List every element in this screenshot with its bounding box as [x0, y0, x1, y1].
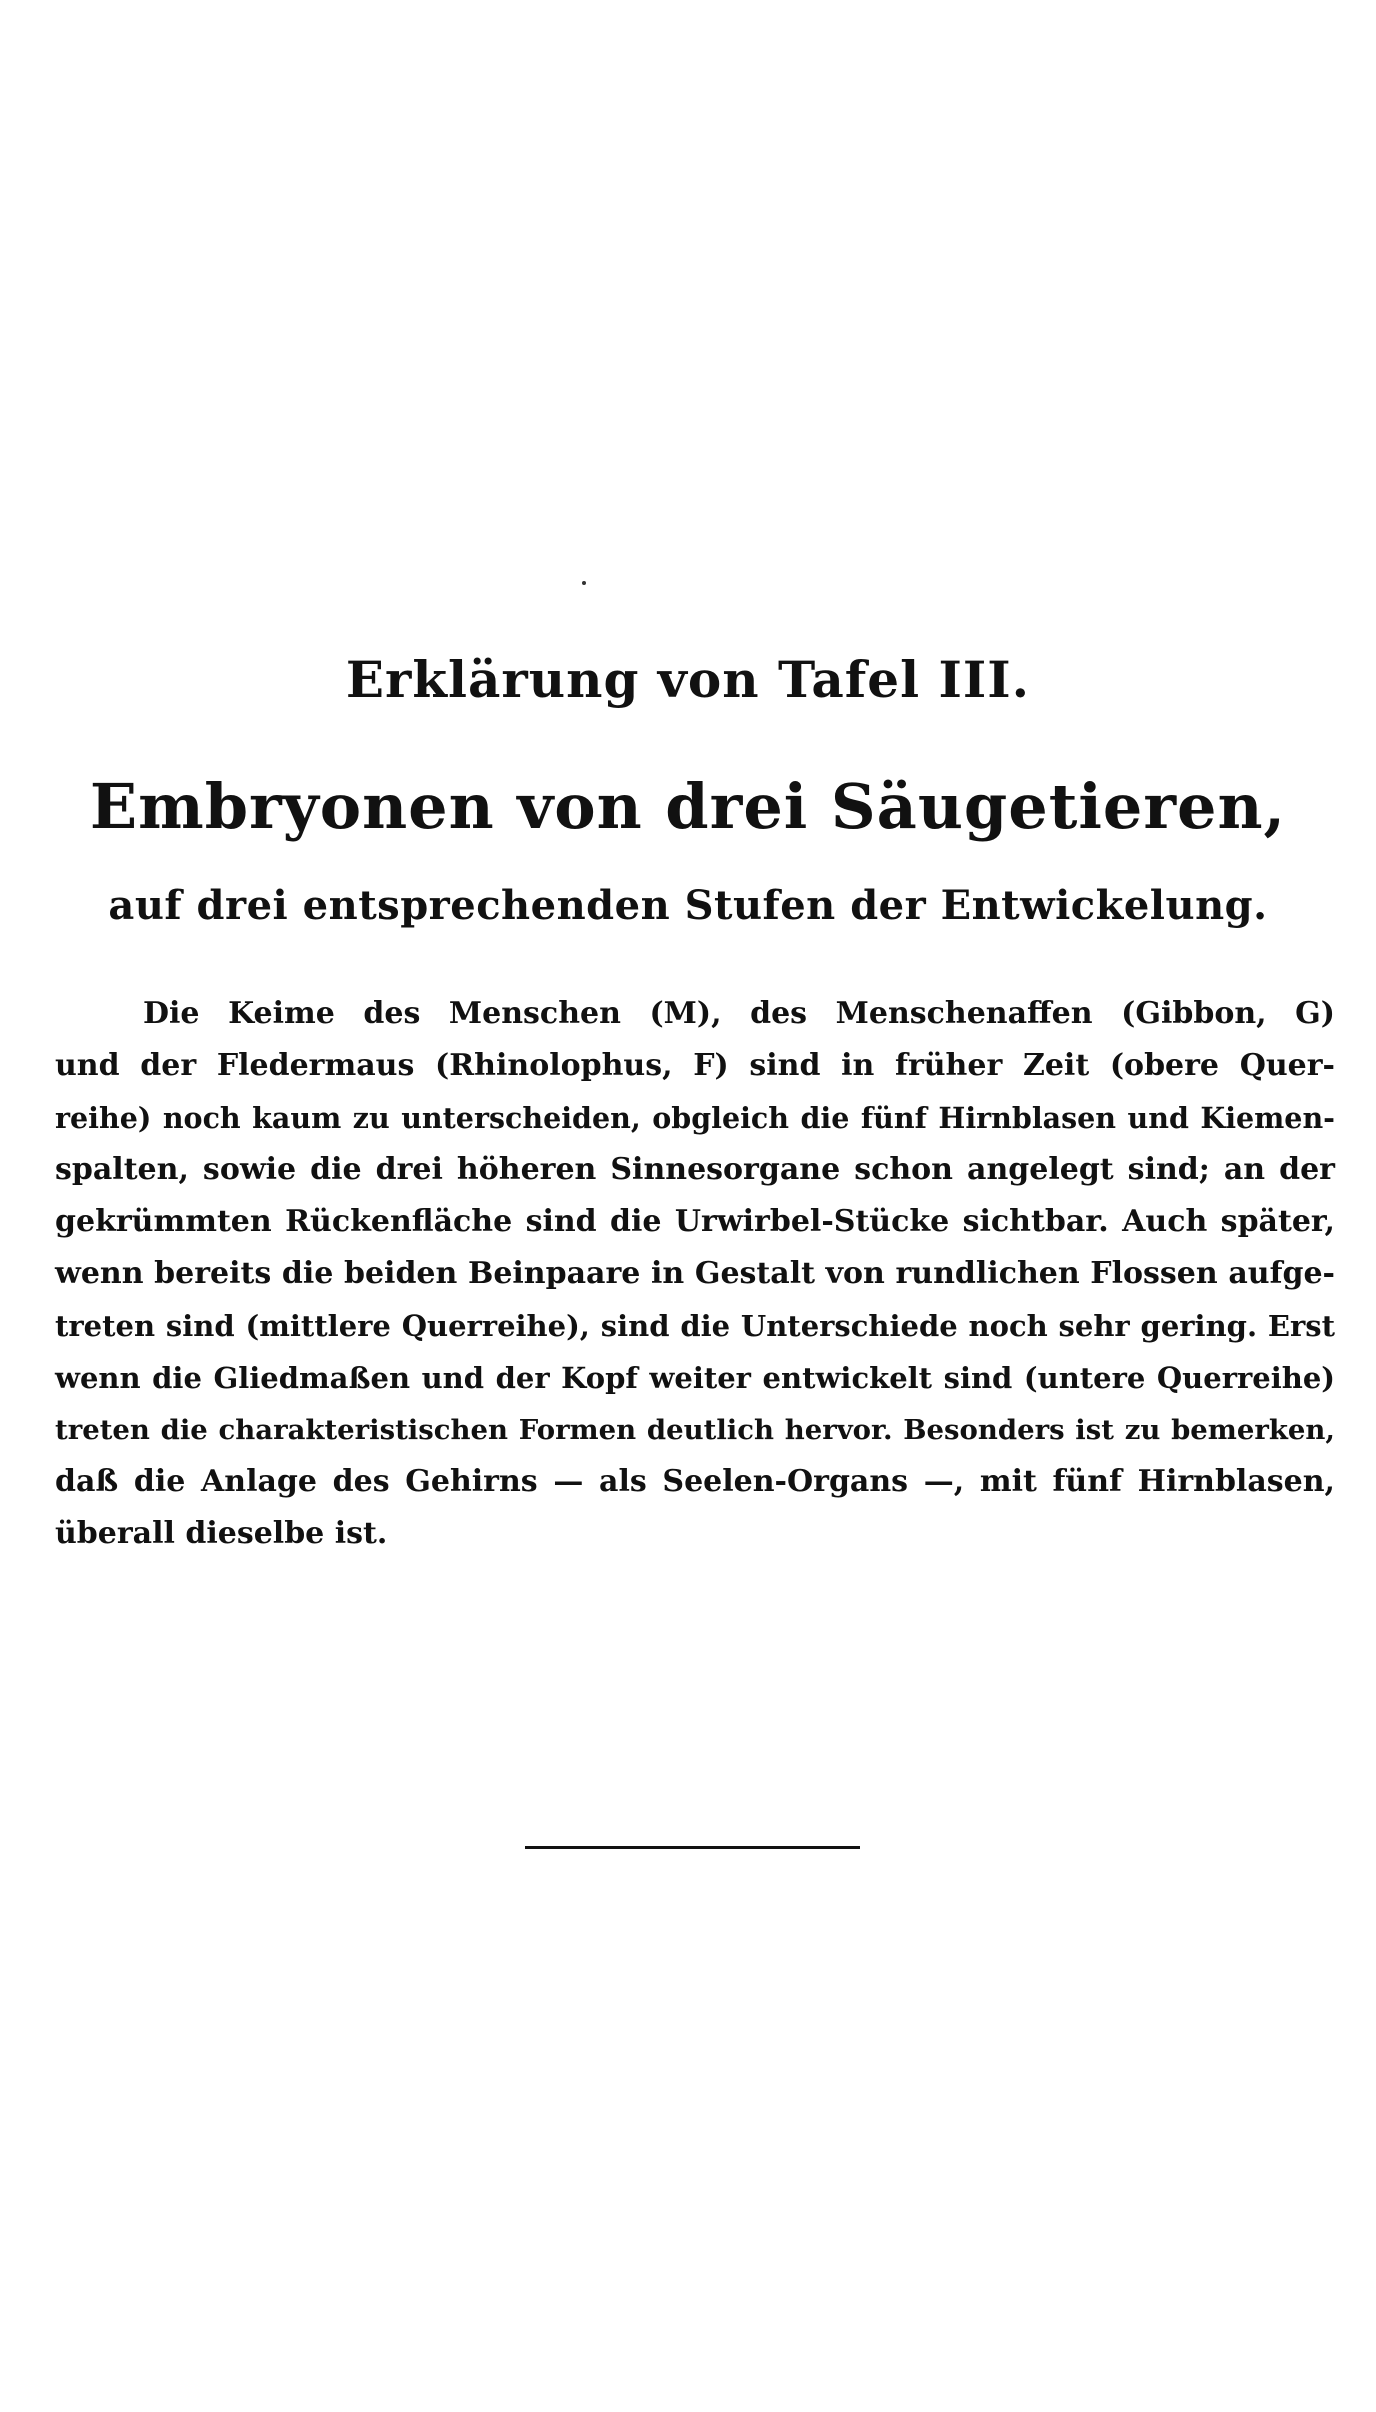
plate-title: Erklärung von Tafel III.	[345, 650, 1031, 709]
paragraph-line: daß die Anlage des Gehirns — als Seelen-Organs —, mit fünf Hirnblasen,	[55, 1464, 1335, 1499]
paragraph-line: treten die charakteristischen Formen deutlich hervor. Besonders ist zu bemerken,	[55, 1414, 1335, 1446]
subtitle: auf drei entsprechenden Stufen der Entwickelung.	[108, 882, 1268, 929]
paragraph-line: überall dieselbe ist.	[55, 1516, 388, 1551]
paragraph-line: spalten, sowie die drei höheren Sinnesorgane schon angelegt sind; an der	[55, 1152, 1335, 1187]
print-speck	[582, 581, 586, 585]
explanation-paragraph	[55, 988, 1335, 1560]
paragraph-line: wenn die Gliedmaßen und der Kopf weiter entwickelt sind (untere Querreihe)	[55, 1361, 1335, 1395]
paragraph-line: und der Fledermaus (Rhinolophus, F) sind in früher Zeit (obere Quer-	[55, 1048, 1335, 1083]
paragraph-line: gekrümmten Rückenfläche sind die Urwirbel-Stücke sichtbar. Auch später,	[55, 1204, 1335, 1239]
paragraph-line: Die Keime des Menschen (M), des Menschenaffen (Gibbon, G)	[143, 996, 1335, 1031]
paragraph-line: wenn bereits die beiden Beinpaare in Gestalt von rundlichen Flossen aufge-	[55, 1256, 1335, 1291]
paragraph-line: treten sind (mittlere Querreihe), sind die Unterschiede noch sehr gering. Erst	[55, 1309, 1335, 1343]
section-divider	[525, 1846, 860, 1849]
main-title: Embryonen von drei Säugetieren,	[89, 770, 1287, 843]
paragraph-line: reihe) noch kaum zu unterscheiden, obgleich die fünf Hirnblasen und Kiemen-	[55, 1101, 1335, 1135]
